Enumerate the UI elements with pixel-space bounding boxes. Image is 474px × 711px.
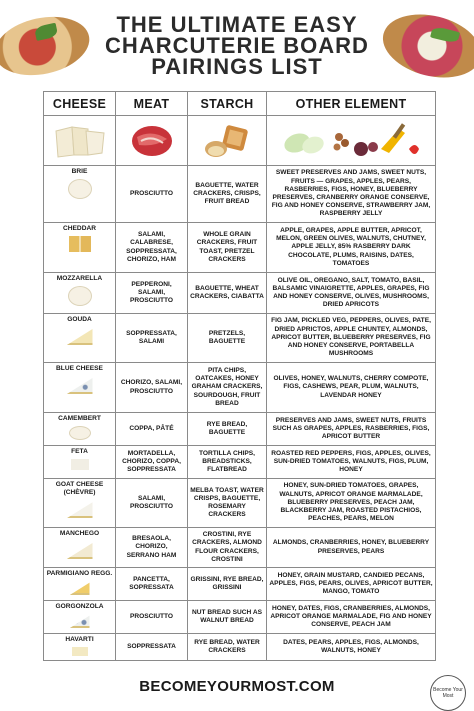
title-line-1: THE ULTIMATE EASY <box>116 12 358 37</box>
cheese-cell <box>44 166 116 223</box>
other-cell: OLIVE OIL, OREGANO, SALT, TOMATO, BASIL, BALSAMIC VINAIGRETTE, APPLES, GRAPES, FIG AND HONEY CONSERVE, OLIVES, MUSHROOMS, DRIED APRICOTS <box>267 273 436 314</box>
starch-illustration <box>188 116 267 166</box>
meat-cell: SALAMI, CALABRESE, SOPPRESSATA, CHORIZO, HAM <box>116 223 188 273</box>
starch-cell: RYE BREAD, WATER CRACKERS <box>188 634 267 661</box>
cheese-name: BLUE CHEESE <box>56 365 103 372</box>
gouda-icon <box>67 327 93 345</box>
starch-cell: CROSTINI, RYE CRACKERS, ALMOND FLOUR CRACKERS, CROSTINI <box>188 528 267 568</box>
header-other: OTHER ELEMENT <box>267 92 436 116</box>
starch-cell: RYE BREAD, BAGUETTE <box>188 413 267 446</box>
starch-cell: WHOLE GRAIN CRACKERS, FRUIT TOAST, PRETZEL CRACKERS <box>188 223 267 273</box>
table-row <box>44 479 436 528</box>
header-meat: MEAT <box>116 92 188 116</box>
starch-cell: PRETZELS, BAGUETTE <box>188 314 267 363</box>
cheese-name: CHEDDAR <box>63 225 96 232</box>
meat-cell: CHORIZO, SALAMI, PROSCIUTTO <box>116 363 188 413</box>
cheese-name: FETA <box>71 448 88 455</box>
meat-cell: SOPPRESSATA <box>116 634 188 661</box>
header-cheese: CHEESE <box>44 92 116 116</box>
table-row <box>44 528 436 568</box>
meat-cell: PEPPERONI, SALAMI, PROSCIUTTO <box>116 273 188 314</box>
pairings-table <box>43 91 436 661</box>
meat-cell: PROSCIUTTO <box>116 601 188 634</box>
cheese-cell <box>44 223 116 273</box>
page-title <box>0 14 474 77</box>
brand-badge: Become Your Most <box>430 675 466 711</box>
table-row <box>44 223 436 273</box>
starch-cell: MELBA TOAST, WATER CRISPS, BAGUETTE, ROSEMARY CRACKERS <box>188 479 267 528</box>
meat-cell: PROSCIUTTO <box>116 166 188 223</box>
feta-icon <box>71 459 89 470</box>
starch-cell: TORTILLA CHIPS, BREADSTICKS, FLATBREAD <box>188 446 267 479</box>
cheese-name: PARMIGIANO REGG. <box>46 570 113 577</box>
cheese-name: HAVARTI <box>65 636 94 643</box>
table-row <box>44 273 436 314</box>
header-starch: STARCH <box>188 92 267 116</box>
other-illustration <box>267 116 436 166</box>
cheese-cell <box>44 273 116 314</box>
cheese-name: GOAT CHEESE (CHÈVRE) <box>55 481 104 497</box>
cheese-name: CAMEMBERT <box>58 415 101 422</box>
other-cell: PRESERVES AND JAMS, SWEET NUTS, FRUITS SUCH AS GRAPES, APPLES, RASBERRIES, FIGS, APRICOT BUTTER <box>267 413 436 446</box>
table-row <box>44 601 436 634</box>
blue-cheese-icon <box>67 376 93 394</box>
cheese-cell <box>44 634 116 661</box>
cheese-name: GORGONZOLA <box>55 603 104 610</box>
meat-cell: PANCETTA, SOPRESSATA <box>116 568 188 601</box>
cheese-name: MOZZARELLA <box>56 275 103 282</box>
cheese-name: BRIE <box>71 168 88 175</box>
cheese-cell <box>44 446 116 479</box>
cheddar-icon <box>69 236 91 252</box>
table-header-row <box>44 92 436 116</box>
manchego-icon <box>67 541 93 559</box>
cheese-cell <box>44 413 116 446</box>
other-cell: HONEY, GRAIN MUSTARD, CANDIED PECANS, APPLES, FIGS, PEARS, OLIVES, APRICOT BUTTER, MANGO, TOMATO <box>267 568 436 601</box>
other-cell: SWEET PRESERVES AND JAMS, SWEET NUTS, FRUITS — GRAPES, APPLES, PEARS, RASBERRIES, FIGS, HONEY, BLUEBERRY PRESERVES, CRANBERRY ORANGE CONSERVE, FIG AND HONEY CONSERVE, STRAWBERRY JAM, RASPBERRY JELLY <box>267 166 436 223</box>
illustration-row <box>44 116 436 166</box>
cheese-cell <box>44 568 116 601</box>
goat-cheese-icon <box>67 500 93 518</box>
footer-website: BECOMEYOURMOST.COM <box>139 678 335 695</box>
fruit-nuts-honey-icon <box>281 119 421 163</box>
other-cell: ALMONDS, CRANBERRIES, HONEY, BLUEBERRY PRESERVES, PEARS <box>267 528 436 568</box>
gorgonzola-icon <box>70 614 90 628</box>
cheese-wedges-icon <box>52 121 108 161</box>
cheese-cell <box>44 528 116 568</box>
table-row <box>44 634 436 661</box>
other-cell: OLIVES, HONEY, WALNUTS, CHERRY COMPOTE, FIGS, CASHEWS, PEAR, PLUM, WALNUTS, LAVENDAR HONEY <box>267 363 436 413</box>
prosciutto-icon <box>127 121 177 161</box>
table-row <box>44 568 436 601</box>
bread-icon <box>200 121 254 161</box>
other-cell: APPLE, GRAPES, APPLE BUTTER, APRICOT, MELON, GREEN OLIVES, WALNUTS, CHUTNEY, APPLE JELLY, 85% RASBERRY DARK CHOCOLATE, PLUMS, RAISINS, DATES, TOMATOES <box>267 223 436 273</box>
starch-cell: BAGUETTE, WHEAT CRACKERS, CIABATTA <box>188 273 267 314</box>
other-cell: FIG JAM, PICKLED VEG, PEPPERS, OLIVES, PATE, DRIED APRICTOS, APPLE CHUNTEY, ALMONDS, APRICOT BUTTER, BLUEBERRY PRESERVES, FIG AND HONEY CONSERVE, PORTABELLA MUSHROOMS <box>267 314 436 363</box>
table-row <box>44 363 436 413</box>
table-row <box>44 446 436 479</box>
other-cell: HONEY, DATES, FIGS, CRANBERRIES, ALMONDS, APRICOT ORANGE MARMALADE, FIG AND HONEY CONSERVE, PEACH JAM <box>267 601 436 634</box>
cheese-illustration <box>44 116 116 166</box>
meat-cell: SOPPRESSATA, SALAMI <box>116 314 188 363</box>
cheese-cell <box>44 363 116 413</box>
table-row <box>44 166 436 223</box>
mozzarella-icon <box>68 286 92 306</box>
brie-icon <box>68 179 92 199</box>
meat-cell: SALAMI, PROSCIUTTO <box>116 479 188 528</box>
title-line-2: CHARCUTERIE BOARD <box>105 33 369 58</box>
meat-cell: COPPA, PÂTÉ <box>116 413 188 446</box>
meat-cell: MORTADELLA, CHORIZO, COPPA, SOPPRESSATA <box>116 446 188 479</box>
parmigiano-icon <box>70 581 90 595</box>
starch-cell: NUT BREAD SUCH AS WALNUT BREAD <box>188 601 267 634</box>
havarti-icon <box>72 647 88 656</box>
cheese-cell <box>44 479 116 528</box>
cheese-name: GOUDA <box>67 316 92 323</box>
cheese-name: MANCHEGO <box>59 530 100 537</box>
other-cell: ROASTED RED PEPPERS, FIGS, APPLES, OLIVES, SUN-DRIED TOMATOES, WALNUTS, FIGS, PLUM, HONEY <box>267 446 436 479</box>
title-line-3: PAIRINGS LIST <box>151 54 323 79</box>
starch-cell: GRISSINI, RYE BREAD, GRISSINI <box>188 568 267 601</box>
starch-cell: PITA CHIPS, OATCAKES, HONEY GRAHAM CRACKERS, SOURDOUGH, FRUIT BREAD <box>188 363 267 413</box>
table-row <box>44 413 436 446</box>
table-row <box>44 314 436 363</box>
other-cell: DATES, PEARS, APPLES, FIGS, ALMONDS, WALNUTS, HONEY <box>267 634 436 661</box>
other-cell: HONEY, SUN-DRIED TOMATOES, GRAPES, WALNUTS, APRICOT ORANGE MARMALADE, BLUEBERRY PRESERVES, PEACH JAM, BLACKBERRY JAM, ROASTED PISTACHIOS, PEACHES, PEARS, MELON <box>267 479 436 528</box>
cheese-cell <box>44 601 116 634</box>
meat-illustration <box>116 116 188 166</box>
camembert-icon <box>69 426 91 440</box>
cheese-cell <box>44 314 116 363</box>
meat-cell: BRESAOLA, CHORIZO, SERRANO HAM <box>116 528 188 568</box>
starch-cell: BAGUETTE, WATER CRACKERS, CRISPS, FRUIT BREAD <box>188 166 267 223</box>
